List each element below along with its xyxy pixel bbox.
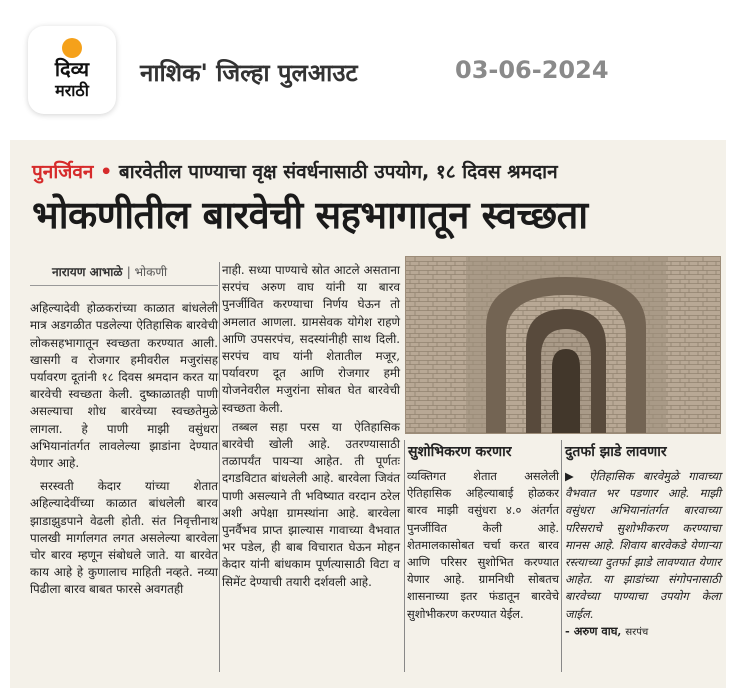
byline — [30, 262, 218, 286]
subheading-tree-planting: दुतर्फा झाडे लावणार — [565, 444, 667, 460]
column-divider — [561, 440, 562, 672]
paragraph: व्यक्तिगत शेतात असलेली ऐतिहासिक अहिल्याबाई होळकर बारव माझी वसुंधरा ४.० अंतर्गत पुनर्जीवित केली आहे. शेतमालकासोबत चर्चा करत बारव आणि परिसर सुशोभित करण्यात येणार आहे. ग्रामनिधी सोबतच शासनाच्या इतर फंडातून बारवेचे सुशोभीकरण करण्यात येईल. — [407, 469, 559, 621]
article-column-1 — [30, 262, 218, 599]
divya-marathi-logo[interactable] — [28, 26, 116, 114]
article-tagline — [32, 158, 722, 184]
attribution-name: - अरुण वाघ, — [565, 623, 622, 638]
quote-attribution — [565, 623, 721, 641]
byline-location: | भोकणी — [126, 265, 168, 279]
logo-line2: मराठी — [55, 81, 89, 100]
column-divider — [219, 262, 220, 672]
column-divider — [404, 440, 405, 672]
article-column-4 — [565, 468, 721, 641]
paragraph: नाही. सध्या पाण्याचे स्रोत आटले असताना सरपंच अरुण वाघ यांनी या बारव पुनर्जीवित करण्याचा निर्णय घेऊन तो अमलात आणला. ग्रामसेवक योगेश राहणे आणि उपसरपंच, सदस्यांनीही साथ दिली. सरपंच वाघ यांनी शेतातील मजूर, पर्यावरण दूत आणि रोजगार हमी योजनेवरील मजुरांना सोबत घेत बारवेची स्वच्छता केली. — [222, 263, 400, 415]
sun-icon — [62, 38, 82, 58]
subheading-beautification: सुशोभिकरण करणार — [408, 444, 512, 460]
paragraph: तब्बल सहा परस या ऐतिहासिक बारवेची खोली आहे. उतरण्यासाठी तळापर्यंत पायऱ्या आहेत. ती पूर्णतः दगडविटात बांधलेली आहे. बारवेला जिवंत पाणी असल्याने ती भविष्यात वरदान ठरेल अशी अपेक्षा ग्रामस्थांना आहे. बारवेला पुनर्वैभव प्राप्त झाल्यास गावाच्या वैभवात भर पडेल, ही बाब विचारात घेऊन मोहन केदार यांनी बांधकाम पूर्णत्यासाठी विटा व सिमेंट देण्याची तयारी दर्शवली आहे. — [222, 419, 400, 589]
attribution-role: सरपंच — [625, 626, 649, 638]
paragraph: सरस्वती केदार यांच्या शेतात अहिल्यादेवींच्या काळात बांधलेली बारव झाडाझुडपाने वेढली होती. संत निवृत्तीनाथ पालखी मार्गालगत लगत असलेल्या बारवेला चोर बारव म्हणून संबोधले जाते. या बारवेत काय आहे हे कुणालाच माहिती नव्हते. नव्या पिढीला बारव बाबत फारसे अवगतही — [30, 479, 218, 597]
app-header — [0, 0, 733, 140]
tagline-label: पुनर्जिवन • — [32, 161, 113, 183]
byline-author: नारायण आभाळे — [52, 265, 123, 279]
edition-title: नाशिक' जिल्हा पुलआउट — [140, 59, 358, 87]
quote-paragraph: ▶ ऐतिहासिक बारवेमुळे गावाच्या वैभवात भर पडणार आहे. माझी वसुंधरा अभियानांतर्गत बारवाच्या परिसराचे सुशोभीकरण करण्याचा मानस आहे. शिवाय बारवेकडे येणाऱ्या रस्त्याच्या दुतर्फा झाडे लावण्यात येणार आहेत. या झाडांच्या संगोपनासाठी बारवेच्या पाण्याचा उपयोग केला जाईल. — [565, 469, 721, 621]
article-column-3 — [407, 468, 559, 623]
edition-date: 03-06-2024 — [455, 56, 609, 84]
stepwell-photo — [405, 256, 721, 434]
article-headline: भोकणीतील बारवेची सहभागातून स्वच्छता — [32, 193, 588, 237]
logo-line1: दिव्य — [54, 57, 90, 81]
paragraph: अहिल्यादेवी होळकरांच्या काळात बांधलेली मात्र अडगळीत पडलेल्या ऐतिहासिक बारवेची लोकसहभागातून स्वच्छता करण्यात आली. खासगी व रोजगार हमीवरील मजुरांसह पर्यावरण दूतांनी १८ दिवस श्रमदान करत या बारवेची स्वच्छता केली. दुष्काळातही पाणी असल्याचा शोध बारवेच्या स्वच्छतेमुळे लागला. हे पाणी माझी वसुंधरा अभियानांतर्गत लावलेल्या झाडांना देण्यात येणार आहे. — [30, 301, 218, 471]
tagline-text: बारवेतील पाण्याचा वृक्ष संवर्धनासाठी उपयोग, १८ दिवस श्रमदान — [118, 161, 558, 183]
article-column-2 — [222, 262, 400, 591]
